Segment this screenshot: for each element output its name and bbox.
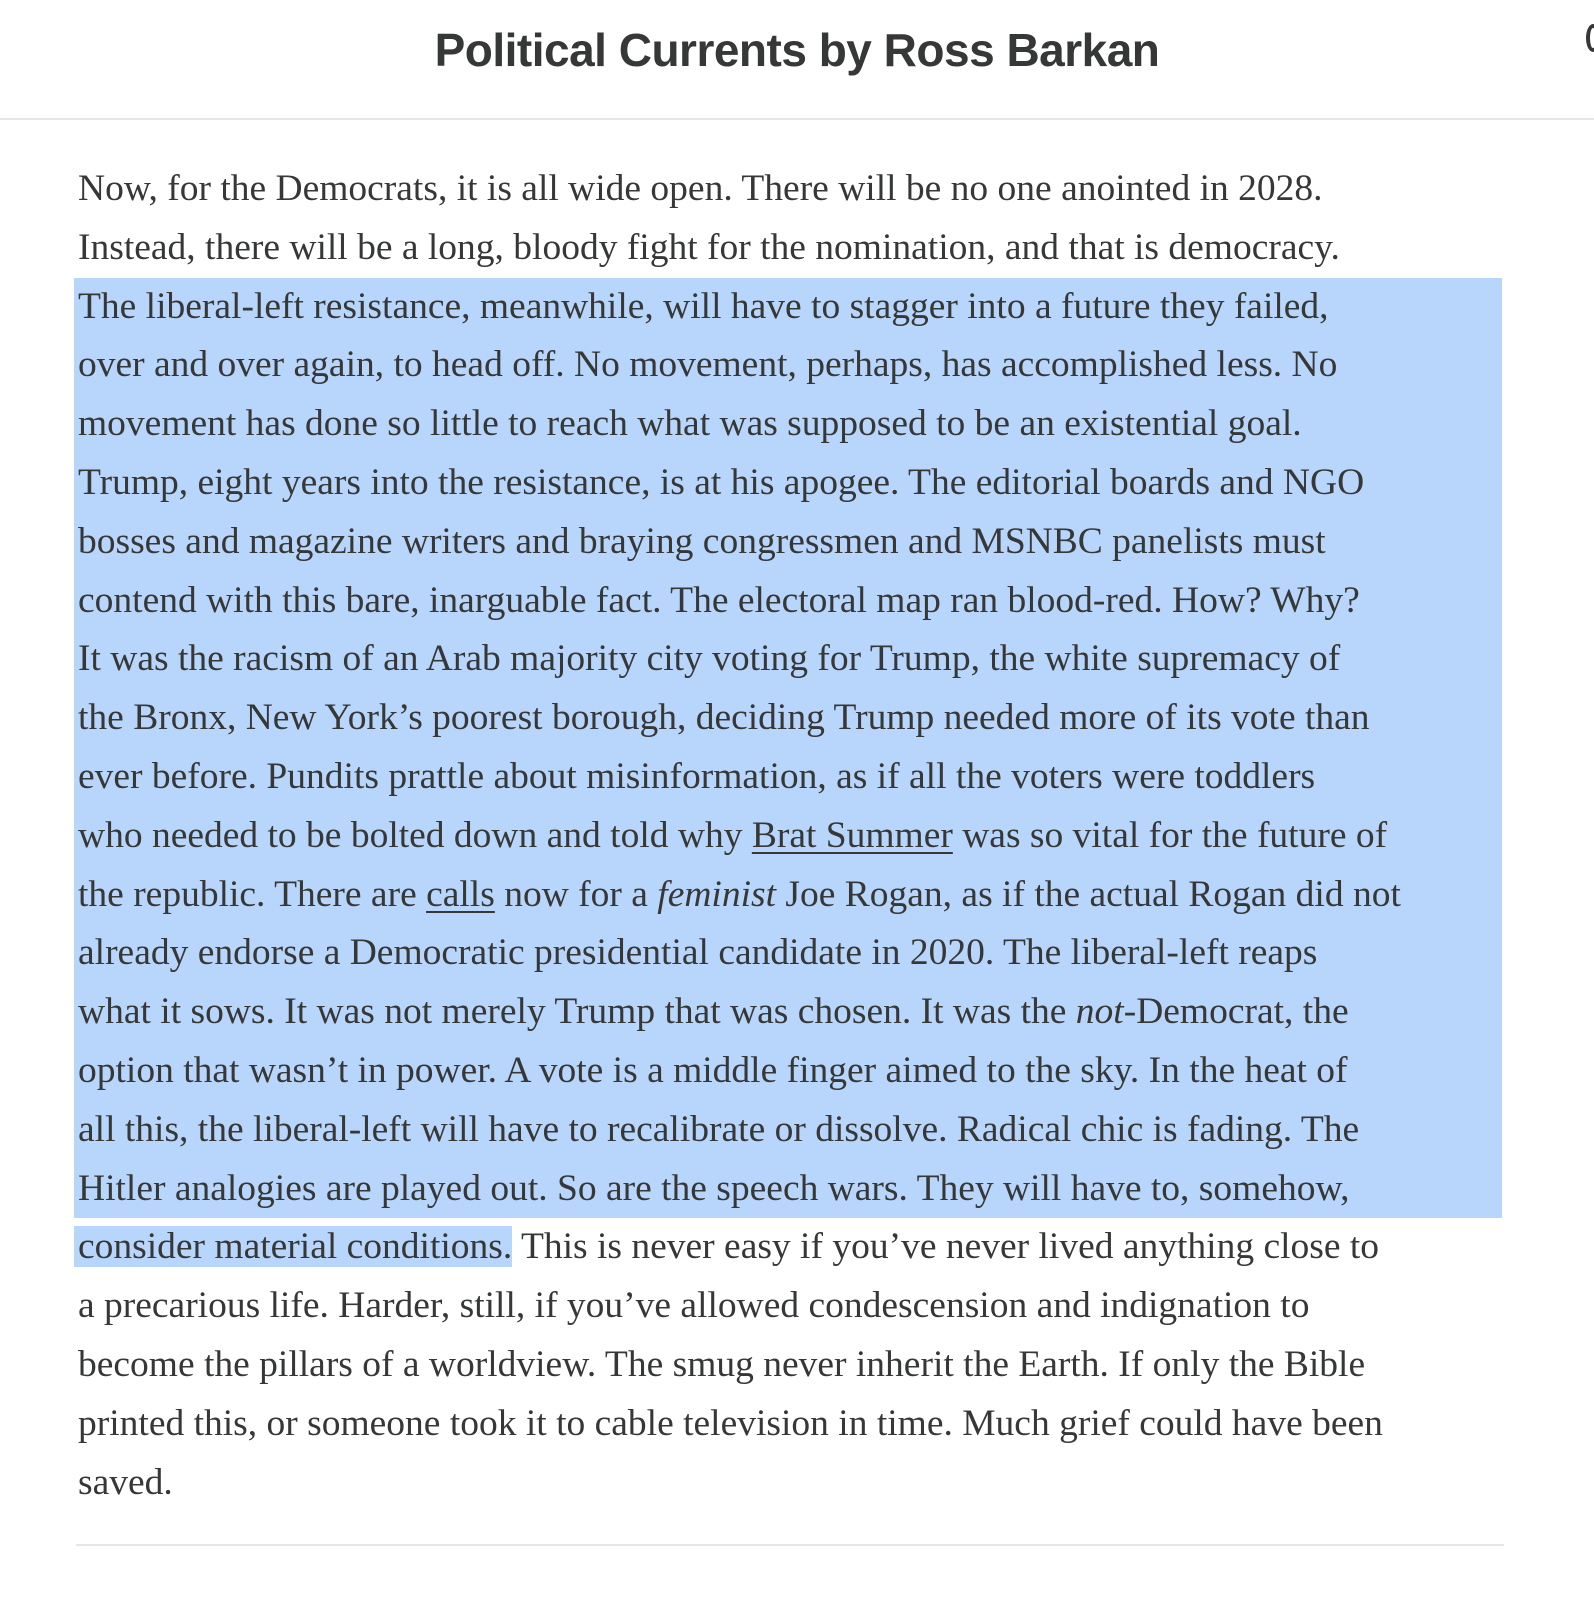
body-text: now for a <box>494 873 658 915</box>
selected-line: option that wasn’t in power. A vote is a middle finger aimed to the sky. In the heat of <box>74 1042 1502 1101</box>
selected-line: movement has done so little to reach what was supposed to be an existential goal. <box>74 395 1502 454</box>
selected-line: already endorse a Democratic presidential candidate in 2020. The liberal-left reaps <box>74 924 1502 983</box>
emphasis-feminist: feminist <box>657 873 777 915</box>
selected-line: Trump, eight years into the resistance, is at his apogee. The editorial boards and NGO <box>74 454 1502 513</box>
selected-line: It was the racism of an Arab majority city voting for Trump, the white supremacy of <box>74 630 1502 689</box>
selected-line <box>74 866 1502 925</box>
search-icon[interactable] <box>1586 24 1594 52</box>
article-body <box>78 160 1518 1512</box>
body-text: what it sows. It was not merely Trump that was chosen. It was the <box>78 991 1076 1033</box>
section-divider <box>76 1544 1504 1546</box>
body-text: -Democrat, the <box>1123 991 1349 1033</box>
selected-line: over and over again, to head off. No movement, perhaps, has accomplished less. No <box>74 336 1502 395</box>
body-line: printed this, or someone took it to cable television in time. Much grief could have been <box>78 1402 1383 1444</box>
selected-line: all this, the liberal-left will have to recalibrate or dissolve. Radical chic is fading. The <box>74 1101 1502 1160</box>
body-line <box>78 1218 1518 1277</box>
body-text: Joe Rogan, as if the actual Rogan did not <box>776 873 1401 915</box>
body-line: Now, for the Democrats, it is all wide open. There will be no one anointed in 2028. <box>78 168 1323 209</box>
selected-line: The liberal-left resistance, meanwhile, will have to stagger into a future they failed, <box>74 278 1502 337</box>
selected-line: the Bronx, New York’s poorest borough, deciding Trump needed more of its vote than <box>74 689 1502 748</box>
body-text: was so vital for the future of <box>952 814 1388 856</box>
body-line: Instead, there will be a long, bloody fight for the nomination, and that is democracy. <box>78 226 1340 268</box>
body-line: become the pillars of a worldview. The smug never inherit the Earth. If only the Bible <box>78 1343 1366 1385</box>
emphasis-not: not <box>1075 991 1124 1033</box>
selected-line: ever before. Pundits prattle about misinformation, as if all the voters were toddlers <box>74 748 1502 807</box>
selected-line: bosses and magazine writers and braying congressmen and MSNBC panelists must <box>74 513 1502 572</box>
body-line: saved. <box>78 1461 173 1503</box>
body-text: the republic. There are <box>78 873 427 915</box>
body-line: a precarious life. Harder, still, if you’ve allowed condescension and indignation to <box>78 1285 1310 1327</box>
body-text: who needed to be bolted down and told why <box>78 814 752 856</box>
calls-link[interactable]: calls <box>426 873 495 915</box>
brat-summer-link[interactable]: Brat Summer <box>751 814 953 856</box>
selected-line <box>74 983 1502 1042</box>
body-text: This is never easy if you’ve never lived anything close to <box>512 1226 1380 1268</box>
publication-title[interactable]: Political Currents by Ross Barkan <box>434 24 1160 76</box>
selected-line: Hitler analogies are played out. So are the speech wars. They will have to, somehow, <box>74 1160 1502 1219</box>
publication-header <box>0 0 1594 120</box>
selected-line <box>74 807 1502 866</box>
selection-end: consider material conditions. <box>74 1226 512 1267</box>
selected-line: contend with this bare, inarguable fact. The electoral map ran blood-red. How? Why? <box>74 572 1502 631</box>
